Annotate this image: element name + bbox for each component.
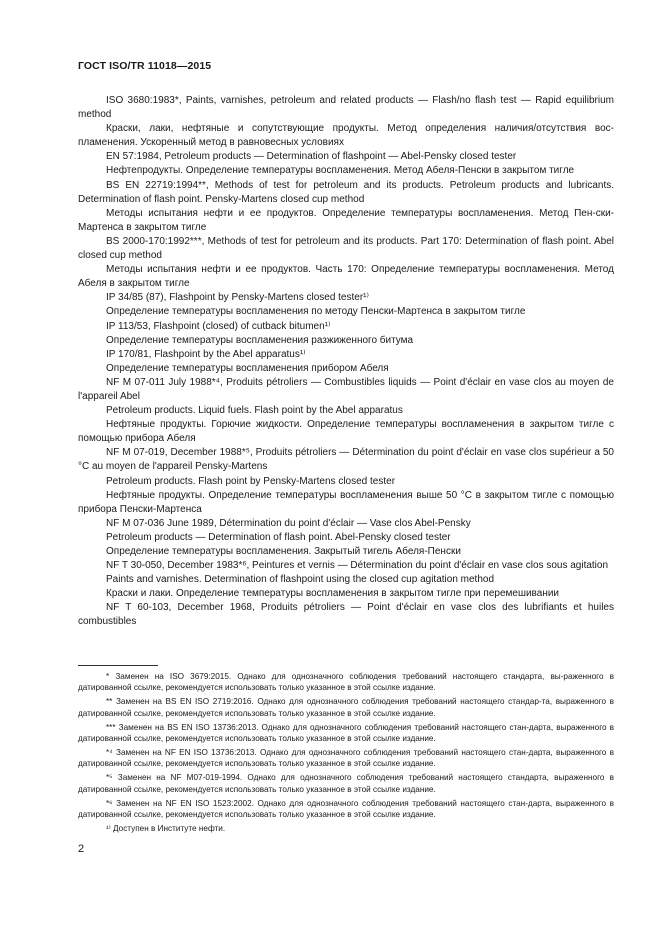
footnote-item: ** Заменен на BS EN ISO 2719:2016. Однако для однозначного соблюдения требований настоящего стандар-та, выраженного в датированной ссылке, рекомендуется использовать только указанное в этой ссылке издание. [78,697,614,718]
reference-item: Petroleum products — Determination of flash point. Abel-Pensky closed tester [106,531,451,543]
reference-item: NF T 30-050, December 1983*⁶, Peintures et vernis — Détermination du point d'éclair en vase clos sous agitation [106,560,609,572]
footnote-item: *⁴ Заменен на NF EN ISO 13736:2013. Однако для однозначного соблюдения требований настоящего стан-дарта, выраженного в датированной ссылке, рекомендуется использовать только указанное в этой ссылке издание. [78,747,614,769]
reference-item: NF M 07-036 June 1989, Détermination du point d'éclair — Vase clos Abel-Pensky [106,517,471,529]
reference-item: NF M 07-019, December 1988*⁵, Produits pétroliers — Détermination du point d'éclair en vase clos supérieur a 50 °C au moyen de l'appareil Pensky-Martens [78,447,614,473]
reference-item: Paints and varnishes. Determination of flashpoint using the closed cup agitation method [106,574,495,586]
footnote-item: *** Заменен на BS EN ISO 13736:2013. Однако для однозначного соблюдения требований настоящего стан-дарта, выраженного в датированной ссылке, рекомендуется использовать только указанное в этой ссылке издание. [78,722,614,744]
footnote-item: *⁵ Заменен на NF M07-019-1994. Однако для однозначного соблюдения требований настоящего стандарта, выраженного в датированной ссылке, рекомендуется использовать только указанное в этой ссылке издание. [78,773,614,794]
references-list [78,94,614,630]
reference-item: Нефтепродукты. Определение температуры воспламенения. Метод Абеля-Пенски в закрытом тигле [106,165,575,177]
reference-item: IP 170/81, Flashpoint by the Abel apparatus¹⁾ [106,348,306,360]
reference-item: Методы испытания нефти и ее продуктов. Определение температуры воспламенения. Метод Пен-ски-Мартенса в закрытом тигле [78,207,614,233]
footnote-item: ¹⁾ Доступен в Институте нефти. [106,823,226,833]
reference-item: Краски и лаки. Определение температуры воспламенения в закрытом тигле при перемешивании [106,588,560,600]
reference-item: Методы испытания нефти и ее продуктов. Часть 170: Определение температуры воспламенения. Метод Абеля в закрытом тигле [78,264,614,290]
reference-item: BS 2000-170:1992***, Methods of test for petroleum and its products. Part 170: Determination of flash point. Abel closed cup method [78,235,614,262]
reference-item: Определение температуры воспламенения прибором Абеля [106,362,389,374]
document-header: ГОСТ ISO/TR 11018—2015 [78,60,212,72]
footnote-divider [78,665,158,666]
reference-item: Определение температуры воспламенения по методу Пенски-Мартенса в закрытом тигле [106,306,526,318]
reference-item: BS EN 22719:1994**, Methods of test for petroleum and its products. Petroleum products and lubricants. Determination of flash point. Pensky-Martens closed cup method [78,179,614,205]
reference-item: Petroleum products. Liquid fuels. Flash point by the Abel apparatus [106,405,403,417]
reference-item: Краски, лаки, нефтяные и сопутствующие продукты. Метод определения наличия/отсутствия вос-пламенения. Ускоренный метод в равновесных условиях [78,123,614,149]
footnotes [78,671,614,837]
footnote-item: *⁶ Заменен на NF EN ISO 1523:2002. Однако для однозначного соблюдения требований настоящего стан-дарта, выраженного в датированной ссылке, рекомендуется использовать только указанное в этой ссылке издание. [78,798,614,819]
reference-item: NF T 60-103, December 1968, Produits pétroliers — Point d'éclair en vase clos des lubrifiants et huiles combustibles [78,602,614,628]
reference-item: NF M 07-011 July 1988*⁴, Produits pétroliers — Combustibles liquids — Point d'éclair en vase clos au moyen de l'appareil Abel [78,376,614,402]
footnote-item: * Заменен на ISO 3679:2015. Однако для однозначного соблюдения требований настоящего стандарта, вы-раженного в датированной ссылке, рекомендуется использовать только указанное в этой ссылке издание. [78,672,614,693]
reference-item: Нефтяные продукты. Определение температуры воспламенения выше 50 °C в закрытом тигле с помощью прибора Пенски-Мартенса [78,489,614,515]
reference-item: EN 57:1984, Petroleum products — Determination of flashpoint — Abel-Pensky closed tester [106,151,517,163]
reference-item: Нефтяные продукты. Горючие жидкости. Определение температуры воспламенения в закрытом тигле с помощью прибора Абеля [78,419,614,445]
reference-item: ISO 3680:1983*, Paints, varnishes, petroleum and related products — Flash/no flash test — Rapid equilibrium method [78,95,614,121]
reference-item: Определение температуры воспламенения. Закрытый тигель Абеля-Пенски [106,546,461,557]
reference-item: IP 34/85 (87), Flashpoint by Pensky-Martens closed tester¹⁾ [106,292,369,304]
reference-item: IP 113/53, Flashpoint (closed) of cutback bitumen¹⁾ [106,320,331,332]
page-number: 2 [78,843,85,855]
reference-item: Petroleum products. Flash point by Pensky-Martens closed tester [106,475,396,487]
reference-item: Определение температуры воспламенения разжиженного битума [106,334,414,346]
